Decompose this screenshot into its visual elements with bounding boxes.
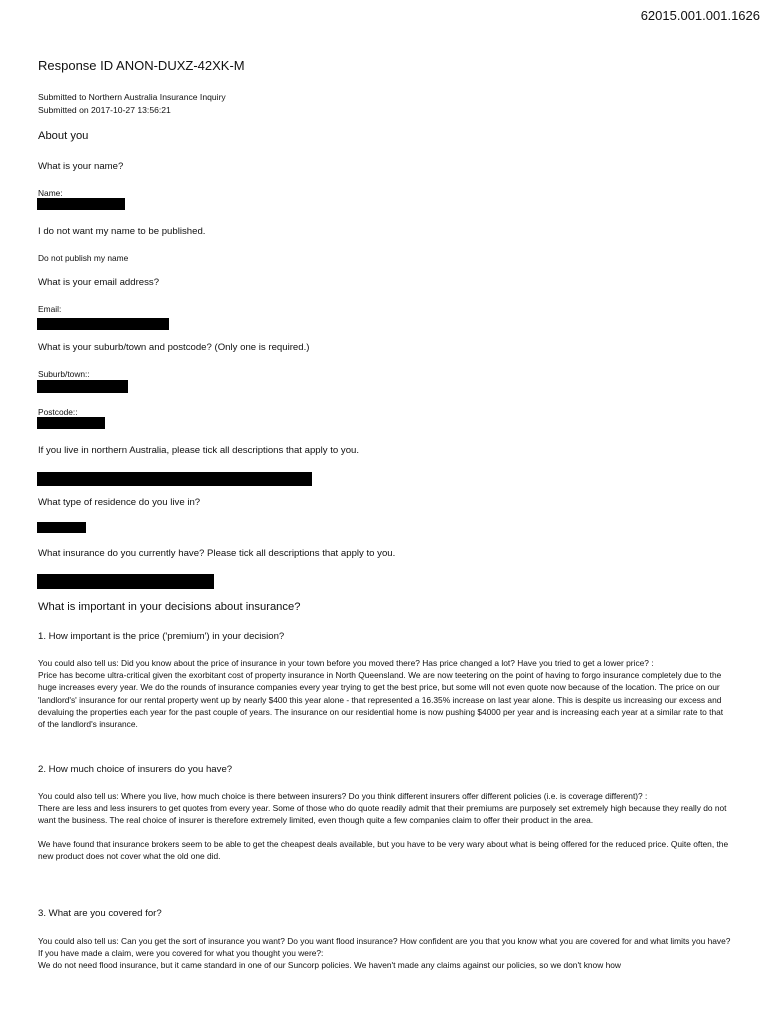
question-suburb: What is your suburb/town and postcode? (Only one is required.) xyxy=(38,342,310,353)
redaction-residence xyxy=(37,522,86,533)
response-title: Response ID ANON-DUXZ-42XK-M xyxy=(38,58,245,73)
redaction-email xyxy=(37,318,169,330)
question-northern: If you live in northern Australia, please tick all descriptions that apply to you. xyxy=(38,445,360,456)
answer-2-block xyxy=(38,790,732,862)
question-insurance: What insurance do you currently have? Please tick all descriptions that apply to you. xyxy=(38,548,396,559)
answer-1-block xyxy=(38,657,732,730)
question-name: What is your name? xyxy=(38,161,124,172)
answer-2-paragraph-1: There are less and less insurers to get quotes from every year. Some of those who do quote readily admit that their premiums are purposely set extremely high because they really do not want the business. The real choice of insurer is therefore extremely limited, even though quite a few companies claim to offer their product in the area. xyxy=(38,803,727,826)
redaction-postcode xyxy=(37,417,105,429)
prompt-2: You could also tell us: Where you live, how much choice is there between insurers? Do you think different insurers offer different policies (i.e. is coverage different)? : xyxy=(38,791,648,801)
answer-2-paragraph-2: We have found that insurance brokers seem to be able to get the cheapest deals available, but you have to be very wary about what is being offered for the reduced price. Quite often, the new product does not cover what the old one did. xyxy=(38,838,729,861)
question-2: 2. How much choice of insurers do you have? xyxy=(38,764,233,775)
question-publish: I do not want my name to be published. xyxy=(38,226,206,237)
important-heading: What is important in your decisions about insurance? xyxy=(38,601,301,613)
redaction-suburb xyxy=(37,380,128,393)
answer-3: We do not need flood insurance, but it came standard in one of our Suncorp policies. We haven't made any claims against our policies, so we don't know how xyxy=(38,960,621,971)
answer-1: Price has become ultra-critical given the exorbitant cost of property insurance in North Queensland. We are now teetering on the point of having to forgo insurance completely due to the huge increases every year. We do the rounds of insurance companies every year trying to get the best price, but some will not even quote now because of the location. The price on our 'landlord's' insurance for our rental property went up by nearly $400 this year alone - that represented a 16.35% increase on last year alone. This is despite us increasing our excess and devaluing the properties each year for the past couple of years. The insurance on our residential home is now pushing $4000 per year and is increasing each year at a similar rate to that of the landlord's insurance. xyxy=(38,670,724,730)
redaction-name xyxy=(37,198,125,210)
label-postcode: Postcode:: xyxy=(38,407,78,417)
redaction-insurance xyxy=(37,574,214,589)
question-3: 3. What are you covered for? xyxy=(38,908,162,919)
submitted-on: Submitted on 2017-10-27 13:56:21 xyxy=(38,105,171,115)
prompt-3: You could also tell us: Can you get the sort of insurance you want? Do you want flood insurance? How confident are you that you know what you are covered for and what limits you have? If you have made a claim, were you covered for what you thought you were?: xyxy=(38,936,731,959)
label-email: Email: xyxy=(38,304,62,314)
submitted-to: Submitted to Northern Australia Insurance Inquiry xyxy=(38,92,226,102)
prompt-1: You could also tell us: Did you know about the price of insurance in your town before you moved there? Has price changed a lot? Have you tried to get a lower price? : xyxy=(38,658,654,668)
about-heading: About you xyxy=(38,130,89,142)
answer-publish: Do not publish my name xyxy=(38,253,129,263)
question-email: What is your email address? xyxy=(38,277,160,288)
label-suburb: Suburb/town:: xyxy=(38,369,90,379)
label-name: Name: xyxy=(38,188,63,198)
question-1: 1. How important is the price ('premium') in your decision? xyxy=(38,631,285,642)
answer-3-block xyxy=(38,935,732,972)
document-id: 62015.001.001.1626 xyxy=(640,8,760,23)
question-residence: What type of residence do you live in? xyxy=(38,497,201,508)
redaction-northern xyxy=(37,472,312,486)
